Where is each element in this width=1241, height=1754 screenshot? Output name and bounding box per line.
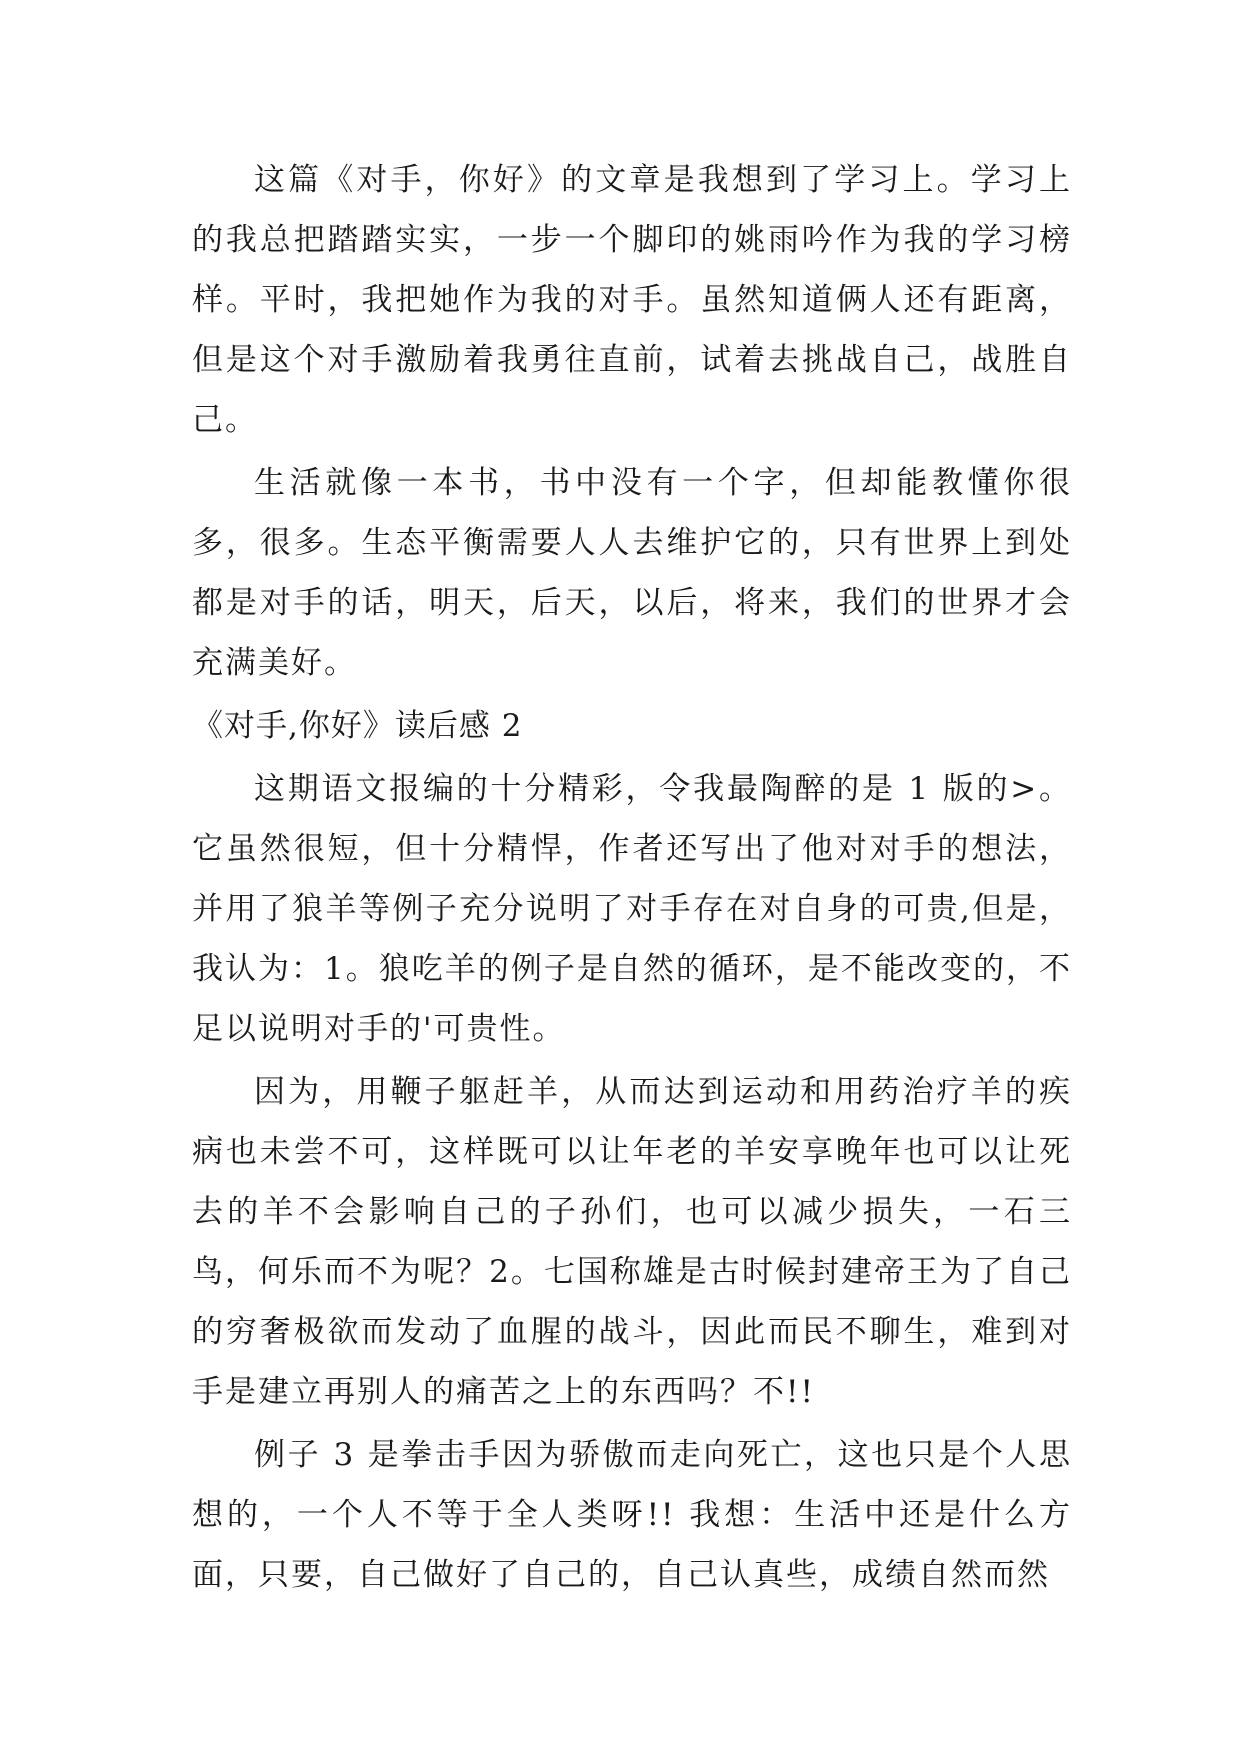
paragraph: 生活就像一本书，书中没有一个字，但却能教懂你很多，很多。生态平衡需要人人去维护它的，只有世界上到处都是对手的话，明天，后天，以后，将来，我们的世界才会充满美好。 xyxy=(192,465,1072,681)
section-heading: 《对手,你好》读后感 2 xyxy=(192,708,523,744)
paragraph: 例子 3 是拳击手因为骄傲而走向死亡，这也只是个人思想的，一个人不等于全人类呀!! 我想：生活中还是什么方面，只要，自己做好了自己的，自己认真些，成绩自然而然 xyxy=(192,1437,1072,1593)
paragraph: 这期语文报编的十分精彩，令我最陶醉的是 1 版的>。它虽然很短，但十分精悍，作者还写出了他对对手的想法，并用了狼羊等例子充分说明了对手存在对自身的可贵,但是，我认为：1。狼吃羊的例子是自然的循环，是不能改变的，不足以说明对手的'可贵性。 xyxy=(192,771,1072,1047)
document-page xyxy=(192,150,1072,1605)
paragraph: 这篇《对手，你好》的文章是我想到了学习上。学习上的我总把踏踏实实，一步一个脚印的姚雨吟作为我的学习榜样。平时，我把她作为我的对手。虽然知道俩人还有距离，但是这个对手激励着我勇往直前，试着去挑战自己，战胜自己。 xyxy=(192,162,1072,438)
paragraph: 因为，用鞭子躯赶羊，从而达到运动和用药治疗羊的疾病也未尝不可，这样既可以让年老的羊安享晚年也可以让死去的羊不会影响自己的子孙们，也可以减少损失，一石三鸟，何乐而不为呢？2。七国称雄是古时候封建帝王为了自己的穷奢极欲而发动了血腥的战斗，因此而民不聊生，难到对手是建立再别人的痛苦之上的东西吗？不!! xyxy=(192,1074,1072,1410)
